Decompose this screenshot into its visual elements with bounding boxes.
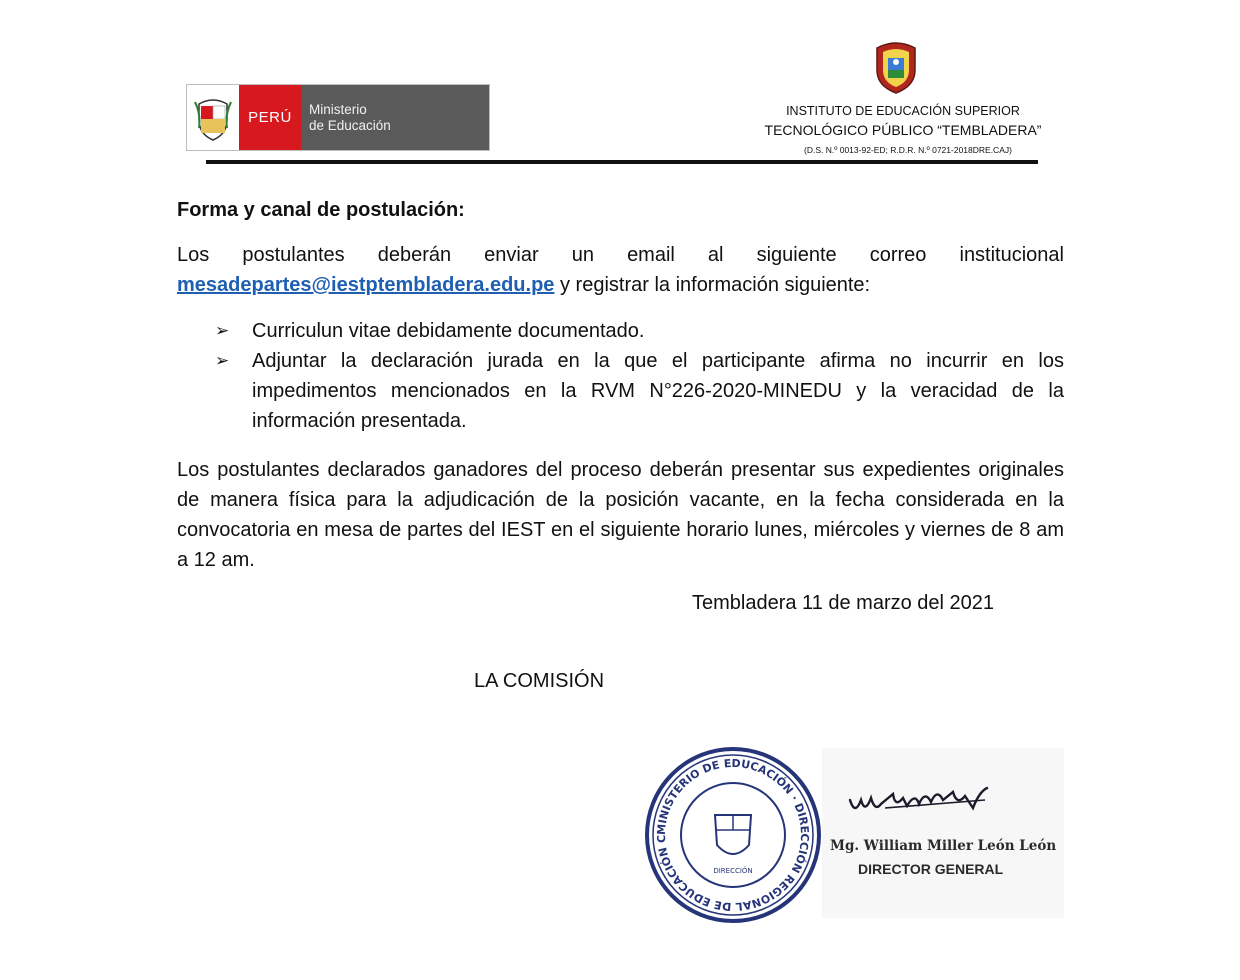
peru-coat-of-arms-icon	[187, 85, 239, 150]
ministry-line1: Ministerio	[309, 101, 367, 117]
list-item-text: Curriculun vitae debidamente documentado.	[252, 320, 645, 342]
official-seal	[643, 745, 823, 925]
section-heading: Forma y canal de postulación:	[177, 199, 465, 221]
seal-inner-text: DIRECCIÓN	[713, 867, 753, 875]
institute-crest-icon	[873, 40, 919, 94]
institute-name-line1: INSTITUTO DE EDUCACIÓN SUPERIOR	[786, 104, 1020, 118]
paragraph-email-instructions	[177, 240, 1064, 300]
header-divider	[206, 160, 1038, 164]
para1-text-before: Los postulantes deberán enviar un email al siguiente correo institucional	[177, 244, 1064, 266]
signatory-label: LA COMISIÓN	[474, 670, 605, 692]
ministry-name	[301, 85, 489, 150]
list-item	[215, 316, 1064, 346]
country-label: PERÚ	[239, 85, 301, 150]
signature-area	[822, 748, 1064, 918]
institute-name-line2: TECNOLÓGICO PÚBLICO “TEMBLADERA”	[764, 122, 1042, 138]
paragraph-winners-instructions: Los postulantes declarados ganadores del proceso deberán presentar sus expedientes originales de manera física para la adjudicación de la posición vacante, en la fecha considerada en la convocatoria en mesa de partes del IEST en el siguiente horario lunes, miércoles y viernes de 8 am a 12 am.	[177, 459, 1064, 571]
director-name: Mg. William Miller León León	[830, 838, 1057, 854]
para1-text-after: y registrar la información siguiente:	[554, 274, 871, 296]
requirements-list	[215, 316, 1064, 436]
list-item-text: Adjuntar la declaración jurada en la que el participante afirma no incurrir en los impedimentos mencionados en la RVM N°226-2020-MINEDU y la veracidad de la información presentada.	[252, 350, 1064, 432]
arrow-bullet-icon: ➢	[215, 321, 230, 340]
institute-resolution: (D.S. N.º 0013-92-ED; R.D.R. N.º 0721-2018DRE.CAJ)	[804, 145, 1012, 155]
director-title: DIRECTOR GENERAL	[858, 861, 1004, 877]
seal-text: MINISTERIO DE EDUCACIÓN · DIRECCIÓN REGIONAL DE EDUCACIÓN C	[654, 756, 812, 914]
minedu-logo	[186, 84, 490, 151]
list-item	[215, 346, 1064, 436]
handwritten-signature	[845, 778, 995, 828]
arrow-bullet-icon: ➢	[215, 351, 230, 370]
document-date: Tembladera 11 de marzo del 2021	[692, 592, 995, 614]
institutional-email-link[interactable]: mesadepartes@iestptembladera.edu.pe	[177, 274, 555, 296]
ministry-line2: de Educación	[309, 117, 391, 133]
svg-text:MINISTERIO DE EDUCACIÓN · DIRE	[643, 745, 811, 913]
